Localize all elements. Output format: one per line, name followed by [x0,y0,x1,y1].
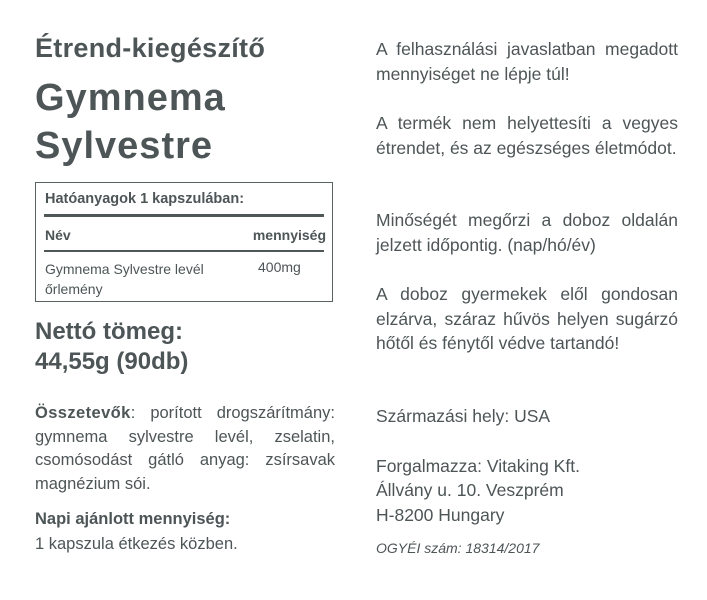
daily-dose-label: Napi ajánlott mennyiség: [35,510,231,528]
net-weight-label: Nettó tömeg: [35,318,183,345]
column-header-name: Név [45,227,71,243]
column-header-quantity: mennyiség [252,227,326,243]
ingredients-label: Összetevők [35,404,131,422]
ingredients-text: : porított drogszárítmány: gymnema sylvestre levél, zselatin, csomósodást gátló anyag: zsírsavak magnézium sói. [35,404,335,493]
table-row-quantity: 400mg [258,259,301,275]
divider [44,250,324,252]
net-weight-value: 44,55g (90db) [35,348,189,375]
storage-text: A doboz gyermekek elől gondosan elzárva, száraz hűvös helyen sugárzó hőtől és fénytől védve tartandó! [376,284,678,353]
best-before-text: Minőségét megőrzi a doboz oldalán jelzett időpontig. (nap/hó/év) [376,210,678,255]
active-ingredients-table [35,182,333,302]
table-title: Hatóanyagok 1 kapszulában: [45,191,245,207]
origin-text: Származási hely: USA [376,406,551,426]
distributor-line3: H-8200 Hungary [376,505,505,525]
diet-warning: A termék nem helyettesíti a vegyes étrendet, és az egészséges életmódot. [376,113,678,158]
ogyei-number: OGYÉI szám: 18314/2017 [376,540,540,556]
daily-dose-value: 1 kapszula étkezés közben. [35,535,238,553]
dosage-warning: A felhasználási javaslatban megadott mennyiséget ne lépje túl! [376,39,678,84]
ingredients-paragraph [35,402,335,496]
distributor-line1: Forgalmazza: Vitaking Kft. [376,456,580,476]
divider [44,214,324,217]
product-name-line1: Gymnema [35,77,226,119]
category-heading: Étrend-kiegészítő [35,33,266,63]
distributor-line2: Állvány u. 10. Veszprém [376,480,564,500]
product-name-line2: Sylvestre [35,125,214,167]
table-row-name: Gymnema Sylvestre levél őrlemény [45,261,204,297]
